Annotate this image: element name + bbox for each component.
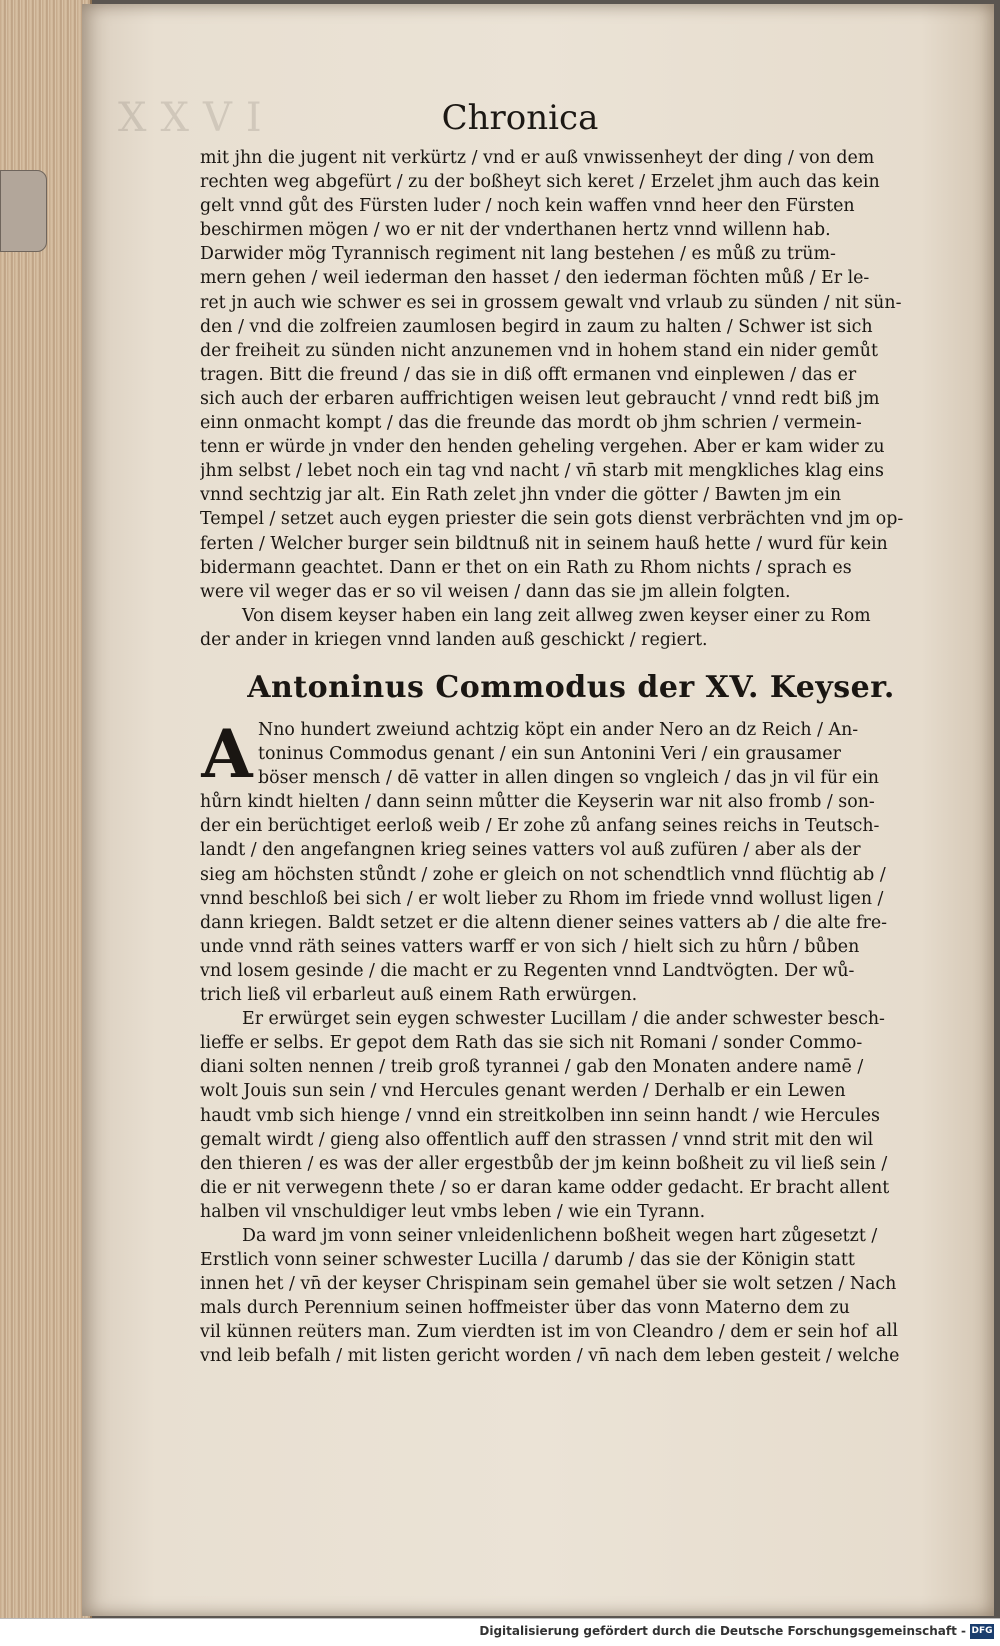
- text-line: Er erwürget sein eygen schwester Lucillam / die ander schwester besch-: [242, 1009, 885, 1030]
- text-line: ret jn auch wie schwer es sei in grossem gewalt vnd vrlaub zu sünden / nit sün-: [200, 292, 902, 313]
- text-line: die er nit verwegenn thete / so er daran kame odder gedacht. Er bracht allent: [200, 1177, 890, 1198]
- text-line: were vil weger das er so vil weisen / dann das sie jm allein folgten.: [200, 581, 791, 602]
- catchword: all: [875, 1320, 898, 1341]
- text-line: bidermann geachtet. Dann er thet on ein Rath zu Rhom nichts / sprach es: [200, 557, 852, 578]
- text-line: innen het / vn̄ der keyser Chrispinam sein gemahel über sie wolt setzen / Nach: [200, 1274, 897, 1295]
- running-header: Chronica: [441, 98, 599, 138]
- text-line: halben vil vnschuldiger leut vmbs leben / wie ein Tyrann.: [200, 1201, 706, 1222]
- footer-bar: [0, 1618, 1000, 1646]
- text-line: wolt Jouis sun sein / vnd Hercules genant werden / Derhalb er ein Lewen: [200, 1081, 846, 1102]
- text-line: rechten weg abgefürt / zu der boßheyt sich keret / Erzelet jhm auch das kein: [200, 172, 880, 193]
- text-line: hůrn kindt hielten / dann seinn můtter die Keyserin war nit also fromb / son-: [200, 792, 875, 813]
- text-line: den / vnd die zolfreien zaumlosen begird in zaum zu halten / Schwer ist sich: [200, 316, 873, 337]
- text-line: gelt vnnd gůt des Fürsten luder / noch kein waffen vnnd heer den Fürsten: [200, 196, 855, 217]
- text-line: Tempel / setzet auch eygen priester die sein gots dienst verbrächten vnd jm op-: [200, 509, 904, 530]
- text-line: Von disem keyser haben ein lang zeit allweg zwen keyser einer zu Rom: [242, 605, 871, 626]
- text-line: mit jhn die jugent nit verkürtz / vnd er auß vnwissenheyt der ding / von dem: [200, 148, 875, 168]
- bleed-through-text: XXVI: [118, 95, 276, 141]
- text-line: tenn er würde jn vnder den henden geheling vergehen. Aber er kam wider zu: [200, 437, 885, 458]
- text-line: vnd leib befalh / mit listen gericht worden / vn̄ nach dem leben gesteit / welche: [200, 1346, 900, 1367]
- text-line: Darwider mög Tyrannisch regiment nit lang bestehen / es můß zu trüm-: [200, 244, 836, 265]
- funding-credit: Digitalisierung gefördert durch die Deutsche Forschungsgemeinschaft -: [479, 1624, 966, 1638]
- text-line: sieg am höchsten stůndt / zohe er gleich on not schendtlich vnnd flüchtig ab /: [200, 864, 886, 885]
- text-line: gemalt wirdt / gieng also offentlich auff den strassen / vnnd strit mit den wil: [200, 1129, 874, 1150]
- text-line: sich auch der erbaren auffrichtigen weisen leut gebraucht / vnnd redt biß jm: [200, 388, 880, 409]
- text-block-2: [200, 715, 942, 1369]
- text-line: den thieren / es was der aller ergestbůb der jm keinn boßheit zu vil ließ sein /: [200, 1153, 888, 1174]
- text-line: der freiheit zu sünden nicht anzunemen vnd in hohem stand ein nider gemůt: [200, 340, 878, 361]
- text-line: einn onmacht kompt / das die freunde das mordt ob jhm schrien / vermein-: [200, 413, 862, 434]
- text-line: der ein berüchtiget eerloß weib / Er zohe zů anfang seines reichs in Teutsch-: [200, 816, 880, 837]
- text-line: lieffe er selbs. Er gepot dem Rath das sie sich nit Romani / sonder Commo-: [200, 1033, 863, 1054]
- text-line: toninus Commodus genant / ein sun Antonini Veri / ein grausamer: [258, 744, 841, 765]
- text-line: böser mensch / dē vatter in allen dingen so vngleich / das jn vil für ein: [258, 768, 879, 789]
- text-line: mern gehen / weil iederman den hasset / den iederman föchten můß / Er le-: [200, 268, 870, 289]
- text-line: landt / den angefangnen krieg seines vatters vol auß zufüren / aber als der: [200, 840, 861, 861]
- text-line: Da ward jm vonn seiner vnleidenlichenn boßheit wegen hart zůgesetzt /: [242, 1225, 878, 1246]
- text-line: trich ließ vil erbarleut auß einem Rath erwürgen.: [200, 985, 638, 1006]
- text-line: ferten / Welcher burger sein bildtnuß nit in seinem hauß hette / wurd für kein: [200, 533, 888, 554]
- book-clasp: [0, 170, 47, 252]
- text-line: tragen. Bitt die freund / das sie in diß offt ermanen vnd einplewen / das er: [200, 364, 857, 385]
- text-line: mals durch Perennium seinen hoffmeister über das vonn Materno dem zu: [200, 1298, 850, 1319]
- section-heading: Antoninus Commodus der XV. Keyser.: [247, 670, 895, 705]
- text-line: diani solten nennen / treib groß tyrannei / gab den Monaten andere namē /: [200, 1057, 864, 1078]
- text-line: jhm selbst / lebet noch ein tag vnd nacht / vn̄ starb mit mengkliches klag eins: [200, 461, 884, 482]
- text-block-1: [200, 146, 942, 652]
- text-line: Erstlich vonn seiner schwester Lucilla / darumb / das sie der Königin statt: [200, 1250, 855, 1271]
- text-line: dann kriegen. Baldt setzet er die altenn diener seines vatters ab / die alte fre-: [200, 912, 887, 933]
- text-line: beschirmen mögen / wo er nit der vnderthanen hertz vnnd willenn hab.: [200, 220, 831, 241]
- text-line: vnnd sechtzig jar alt. Ein Rath zelet jhn vnder die götter / Bawten jm ein: [200, 485, 842, 506]
- text-line: vnnd beschloß bei sich / er wolt lieber zu Rhom im friede vnnd wollust ligen /: [200, 888, 884, 909]
- text-line: Nno hundert zweiund achtzig köpt ein ander Nero an dz Reich / An-: [258, 720, 859, 740]
- text-line: vnd losem gesinde / die macht er zu Regenten vnnd Landtvögten. Der wů-: [200, 960, 855, 981]
- text-line: haudt vmb sich hienge / vnnd ein streitkolben inn seinn handt / wie Hercules: [200, 1105, 880, 1126]
- text-line: vil künnen reüters man. Zum vierdten ist im von Cleandro / dem er sein hof: [200, 1322, 868, 1343]
- text-line: unde vnnd räth seines vatters warff er von sich / hielt sich zu hůrn / bůben: [200, 936, 860, 957]
- text-line: der ander in kriegen vnnd landen auß geschickt / regiert.: [200, 629, 708, 650]
- dfg-logo: DFG: [970, 1624, 994, 1639]
- initial-letter: A: [201, 715, 253, 793]
